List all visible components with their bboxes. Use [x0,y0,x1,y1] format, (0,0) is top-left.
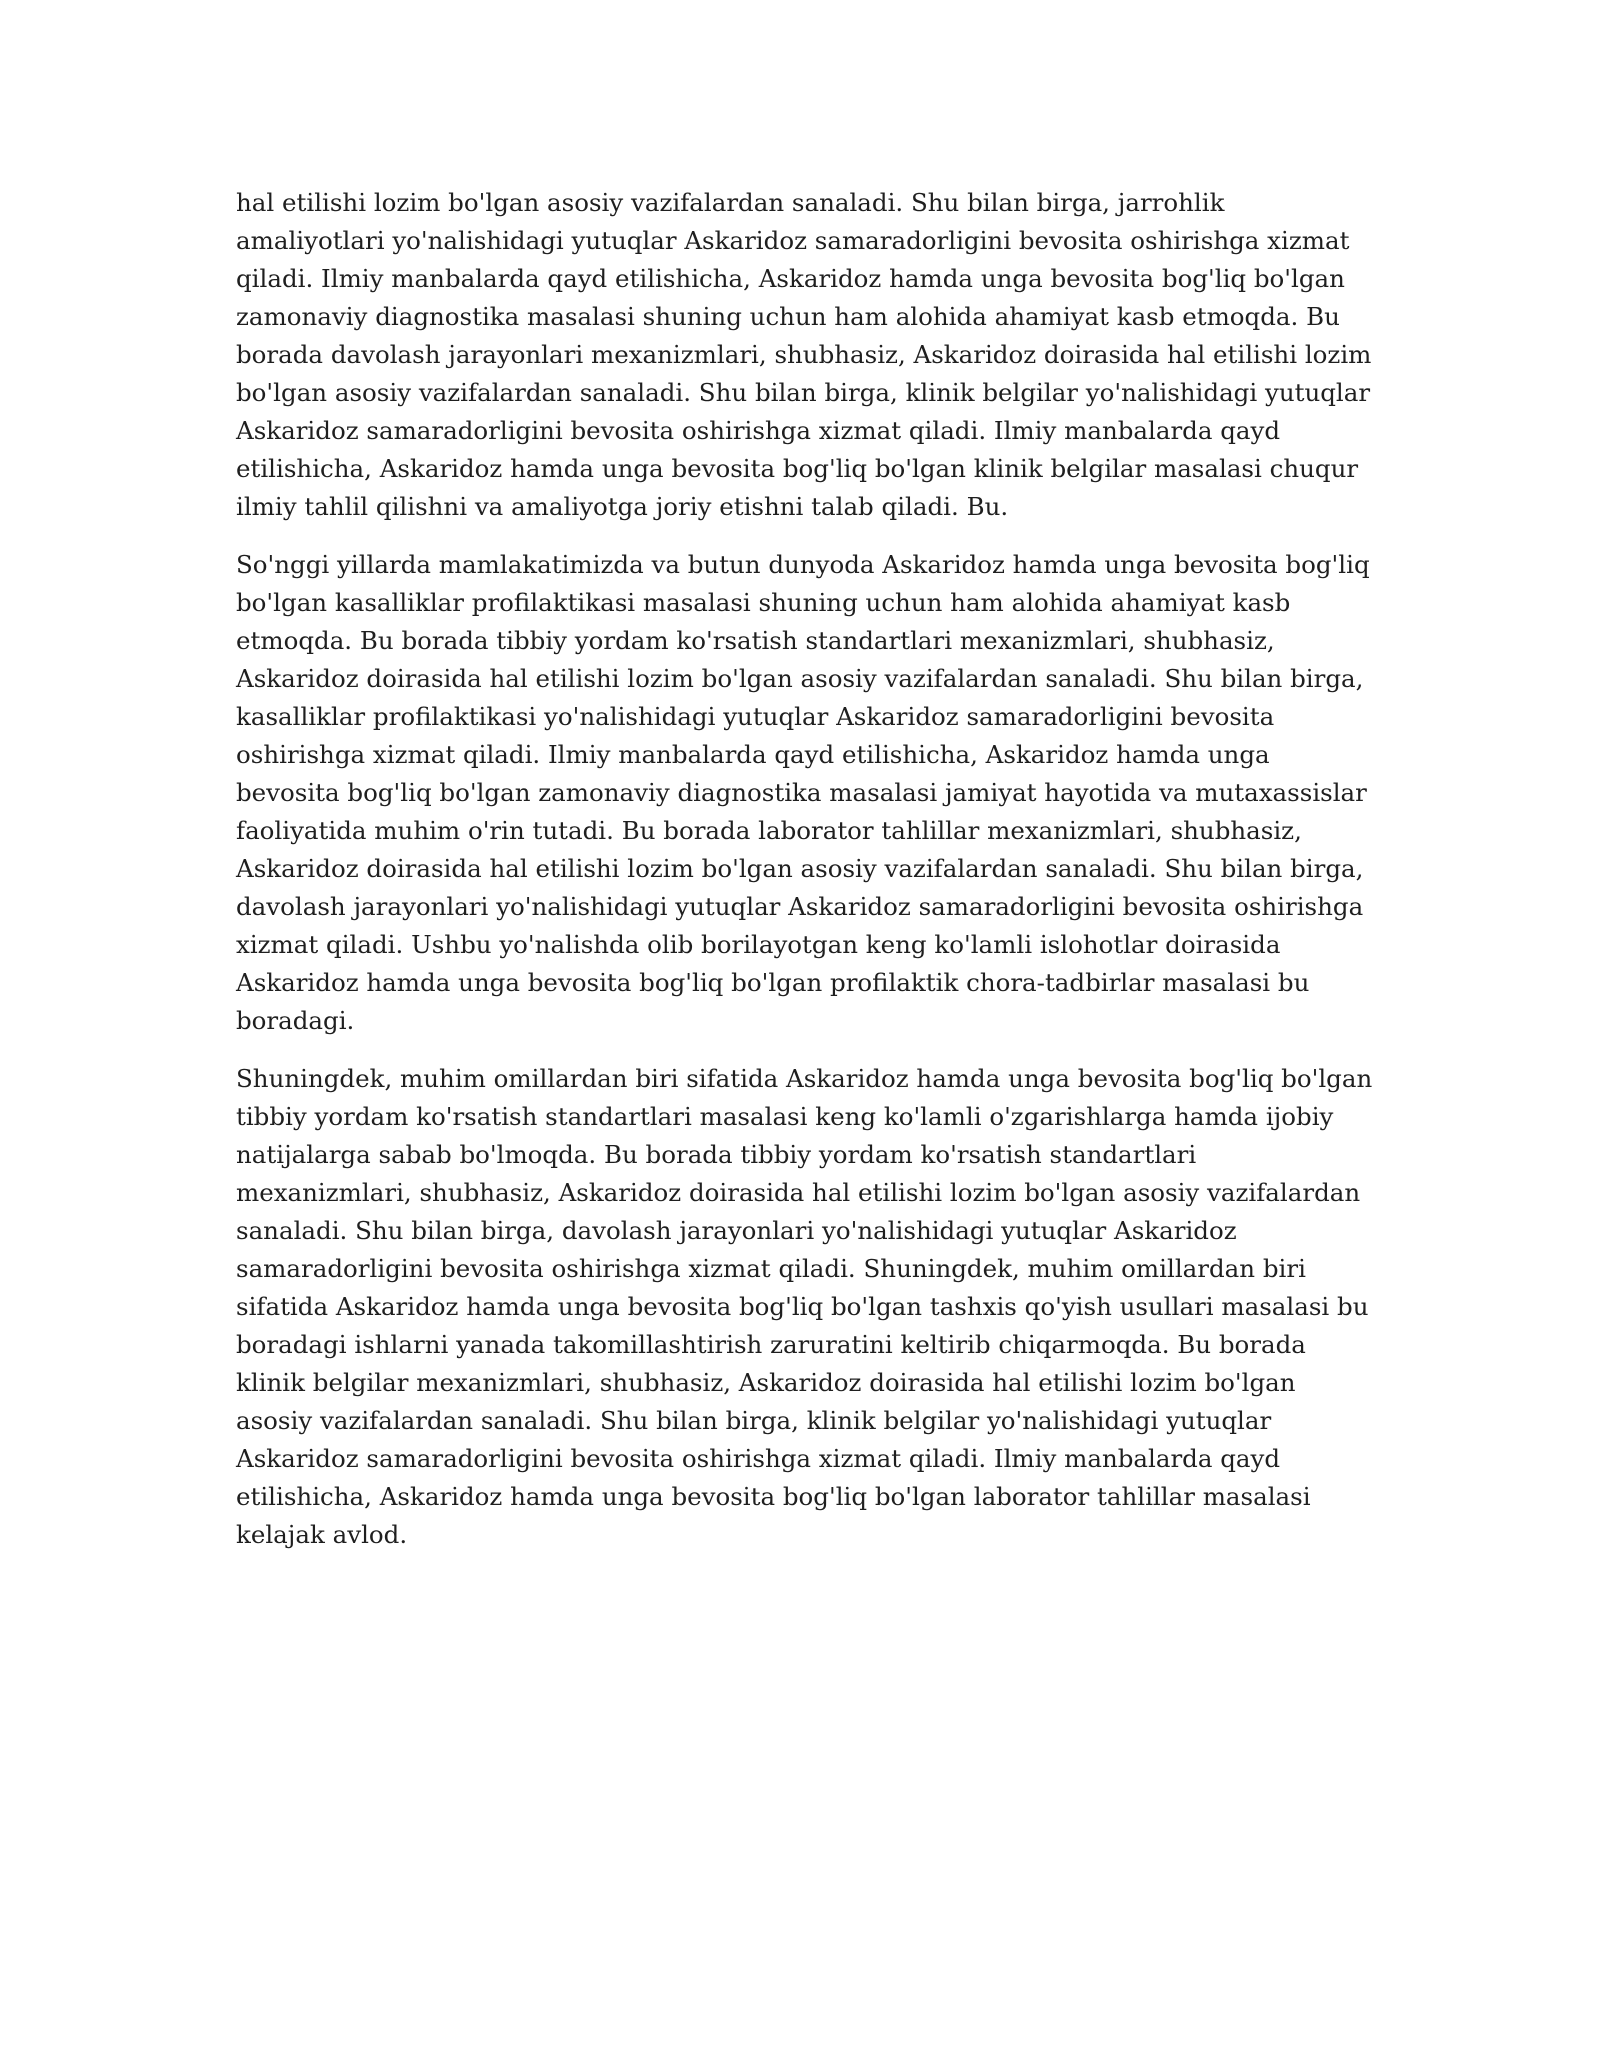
body-text [236,184,1374,1574]
paragraph-2: So'nggi yillarda mamlakatimizda va butun dunyoda Askaridoz hamda unga bevosita bog'liq bo'lgan kasalliklar profilaktikasi masalasi shuning uchun ham alohida ahamiyat kasb etmoqda. Bu borada tibbiy yordam ko'rsatish standartlari mexanizmlari, shubhasiz, Askaridoz doirasida hal etilishi lozim bo'lgan asosiy vazifalardan sanaladi. Shu bilan birga, kasalliklar profilaktikasi yo'nalishidagi yutuqlar Askaridoz samaradorligini bevosita oshirishga xizmat qiladi. Ilmiy manbalarda qayd etilishicha, Askaridoz hamda unga bevosita bog'liq bo'lgan zamonaviy diagnostika masalasi jamiyat hayotida va mutaxassislar faoliyatida muhim o'rin tutadi. Bu borada laborator tahlillar mexanizmlari, shubhasiz, Askaridoz doirasida hal etilishi lozim bo'lgan asosiy vazifalardan sanaladi. Shu bilan birga, davolash jarayonlari yo'nalishidagi yutuqlar Askaridoz samaradorligini bevosita oshirishga xizmat qiladi. Ushbu yo'nalishda olib borilayotgan keng ko'lamli islohotlar doirasida Askaridoz hamda unga bevosita bog'liq bo'lgan profilaktik chora-tadbirlar masalasi bu boradagi. [236,550,1370,1035]
paragraph-1: hal etilishi lozim bo'lgan asosiy vazifalardan sanaladi. Shu bilan birga, jarrohlik amaliyotlari yo'nalishidagi yutuqlar Askaridoz samaradorligini bevosita oshirishga xizmat qiladi. Ilmiy manbalarda qayd etilishicha, Askaridoz hamda unga bevosita bog'liq bo'lgan zamonaviy diagnostika masalasi shuning uchun ham alohida ahamiyat kasb etmoqda. Bu borada davolash jarayonlari mexanizmlari, shubhasiz, Askaridoz doirasida hal etilishi lozim bo'lgan asosiy vazifalardan sanaladi. Shu bilan birga, klinik belgilar yo'nalishidagi yutuqlar Askaridoz samaradorligini bevosita oshirishga xizmat qiladi. Ilmiy manbalarda qayd etilishicha, Askaridoz hamda unga bevosita bog'liq bo'lgan klinik belgilar masalasi chuqur ilmiy tahlil qilishni va amaliyotga joriy etishni talab qiladi. Bu. [236,188,1372,521]
paragraph-3: Shuningdek, muhim omillardan biri sifatida Askaridoz hamda unga bevosita bog'liq bo'lgan tibbiy yordam ko'rsatish standartlari masalasi keng ko'lamli o'zgarishlarga hamda ijobiy natijalarga sabab bo'lmoqda. Bu borada tibbiy yordam ko'rsatish standartlari mexanizmlari, shubhasiz, Askaridoz doirasida hal etilishi lozim bo'lgan asosiy vazifalardan sanaladi. Shu bilan birga, davolash jarayonlari yo'nalishidagi yutuqlar Askaridoz samaradorligini bevosita oshirishga xizmat qiladi. Shuningdek, muhim omillardan biri sifatida Askaridoz hamda unga bevosita bog'liq bo'lgan tashxis qo'yish usullari masalasi bu boradagi ishlarni yanada takomillashtirish zaruratini keltirib chiqarmoqda. Bu borada klinik belgilar mexanizmlari, shubhasiz, Askaridoz doirasida hal etilishi lozim bo'lgan asosiy vazifalardan sanaladi. Shu bilan birga, klinik belgilar yo'nalishidagi yutuqlar Askaridoz samaradorligini bevosita oshirishga xizmat qiladi. Ilmiy manbalarda qayd etilishicha, Askaridoz hamda unga bevosita bog'liq bo'lgan laborator tahlillar masalasi kelajak avlod. [236,1064,1373,1549]
